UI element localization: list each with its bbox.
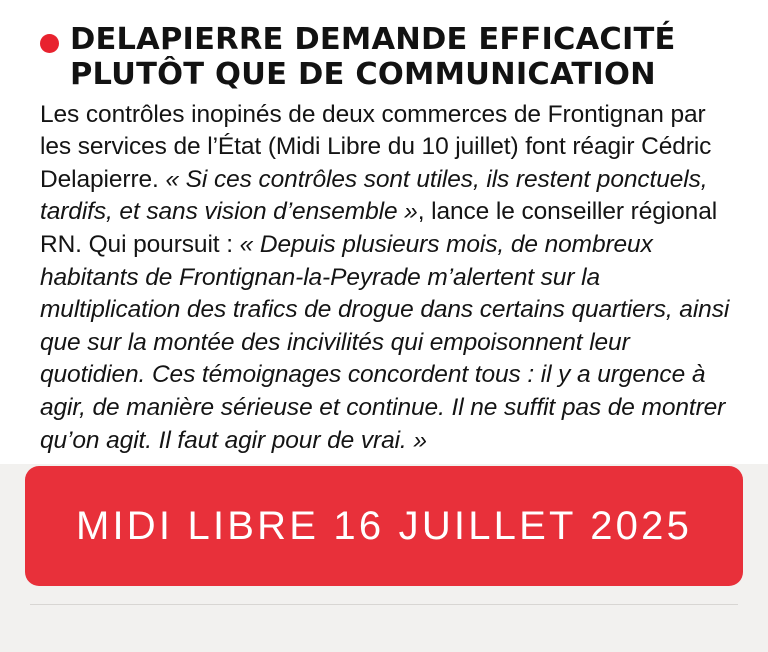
article-body-segment-0: Les contrôles inopinés de deux commerces de Frontignan par les services de l’État (Midi Libre du 10 juillet) font réagir Cédric Delapierre. <box>40 100 712 193</box>
article-body-segment-3: « Depuis plusieurs mois, de nombreux habitants de Frontignan-la-Peyrade m’alertent sur la multiplication des trafics de drogue dans certains quartiers, ainsi que sur la montée des incivilités qui empoisonnent leur quotidien. Ces témoignages concordent tous : il y a urgence à agir, de manière sérieuse et continue. Il ne suffit pas de montrer qu’on agit. Il faut agir pour de vrai. » <box>40 231 730 454</box>
article-body-segment-2: , lance le conseiller régional RN. Qui poursuit : <box>40 198 718 259</box>
red-dot-icon <box>40 34 59 53</box>
source-banner-label: MIDI LIBRE 16 JUILLET 2025 <box>75 503 693 548</box>
bottom-strip <box>0 605 768 652</box>
page-title: DELAPIERRE DEMANDE EFFICACITÉ PLUTÔT QUE DE COMMUNICATION <box>70 22 676 93</box>
article-body-segment-1: « Si ces contrôles sont utiles, ils restent ponctuels, tardifs, et sans vision d’ensemble » <box>40 165 708 226</box>
headline-block <box>40 22 736 93</box>
article-body <box>40 99 736 457</box>
source-banner <box>25 466 743 586</box>
